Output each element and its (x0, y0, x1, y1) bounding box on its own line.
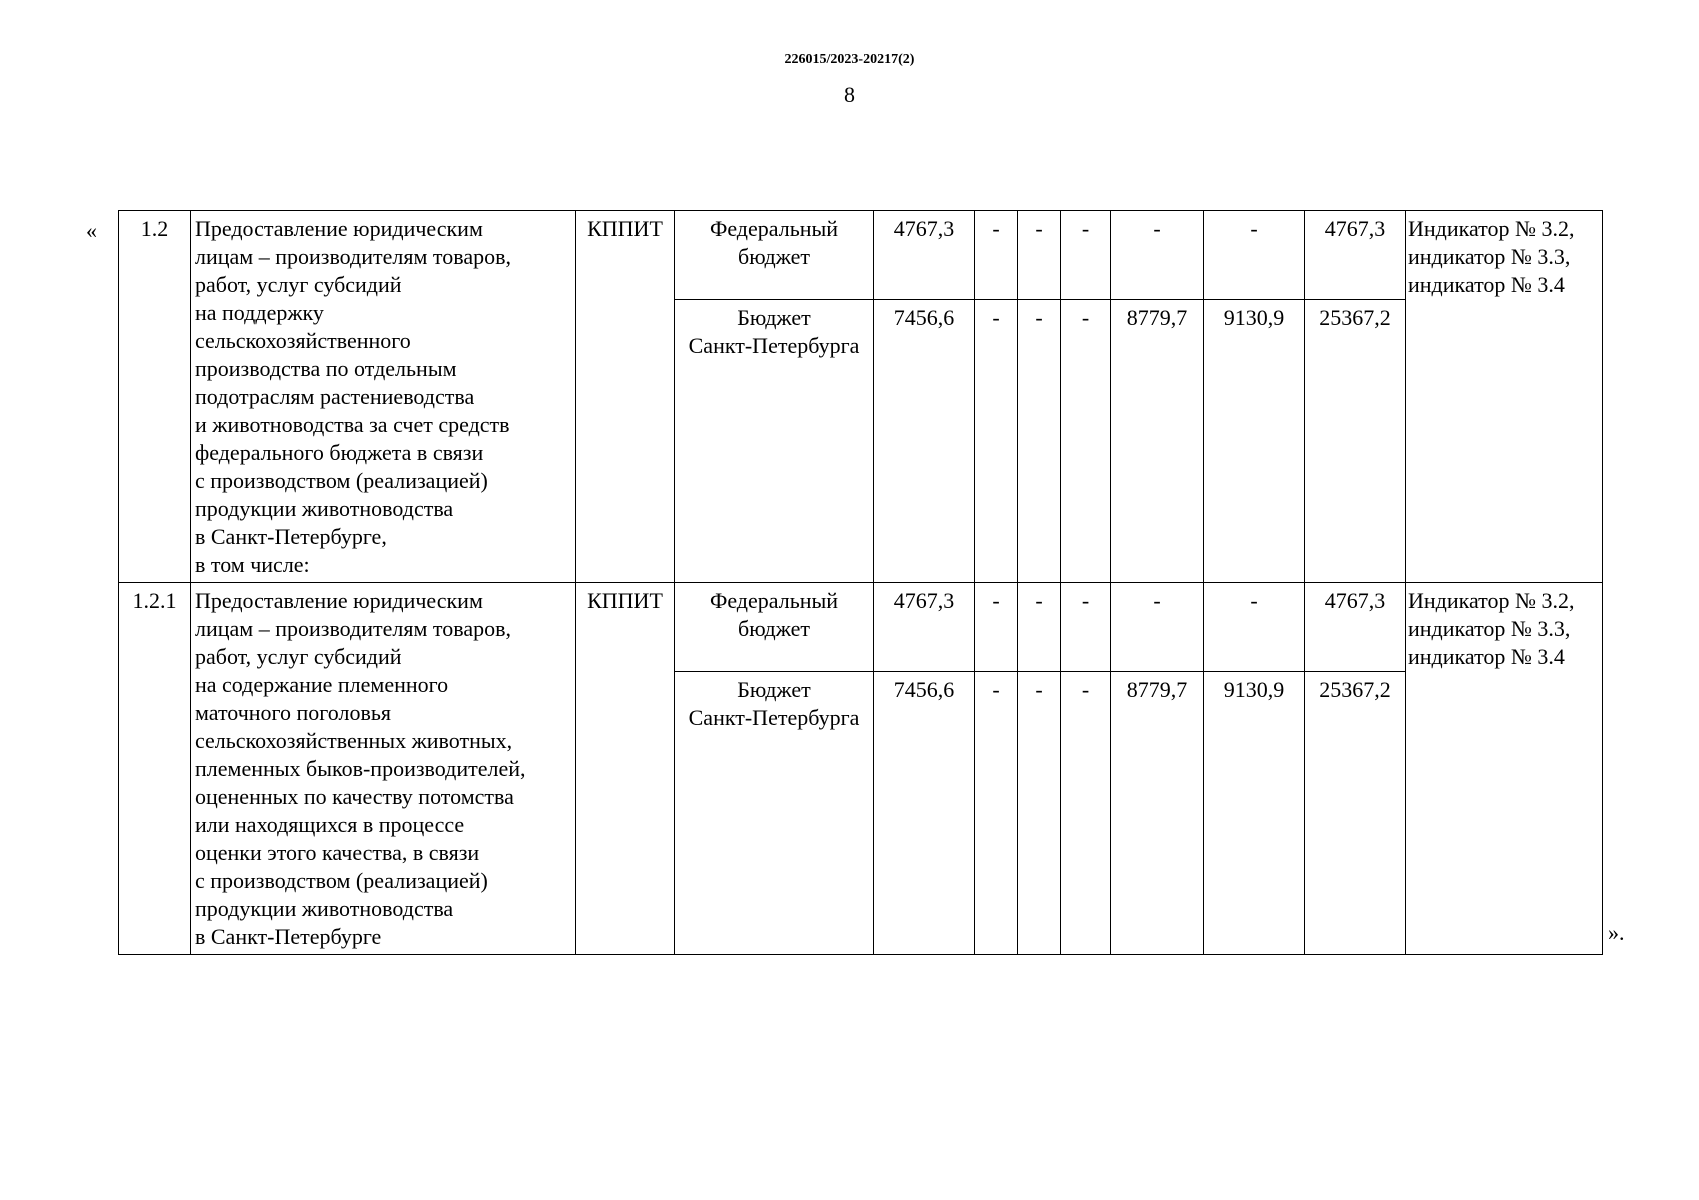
item-name-line: и животноводства за счет средств (195, 412, 510, 437)
value-cell-year-4: 8779,7 (1111, 672, 1204, 955)
indicator-line: Индикатор № 3.2, (1408, 588, 1575, 613)
indicator-cell (1406, 211, 1603, 583)
item-name-line: маточного поголовья (195, 700, 392, 725)
funding-source-cell (675, 672, 874, 955)
item-name-line: работ, услуг субсидий (195, 272, 402, 297)
value-cell-year-2: - (1018, 300, 1061, 583)
program-table (118, 210, 1603, 955)
document-number: 226015/2023-20217(2) (784, 52, 915, 67)
indicator-line: индикатор № 3.3, (1408, 244, 1571, 269)
opening-quote: « (86, 218, 97, 243)
item-number-cell: 1.2 (119, 211, 191, 583)
value-cell-year-5: - (1204, 583, 1305, 672)
item-name-line: производства по отдельным (195, 356, 457, 381)
item-name-line: на поддержку (195, 300, 324, 325)
value-cell-year-3: - (1061, 300, 1111, 583)
item-name-cell (191, 211, 576, 583)
value-cell-total: 4767,3 (874, 583, 975, 672)
value-cell-total: 4767,3 (874, 211, 975, 300)
value-cell-year-4: 8779,7 (1111, 300, 1204, 583)
indicator-cell (1406, 583, 1603, 955)
value-cell-year-2: - (1018, 211, 1061, 300)
item-name-line: лицам – производителям товаров, (195, 244, 511, 269)
value-cell-year-5: 9130,9 (1204, 300, 1305, 583)
indicator-line: индикатор № 3.4 (1408, 644, 1565, 669)
funding-source-cell (675, 211, 874, 300)
funding-source-line: Федеральный (709, 216, 839, 241)
item-name-line: подотраслям растениеводства (195, 384, 475, 409)
item-name-line: племенных быков-производителей, (195, 756, 526, 781)
value-cell-year-2: - (1018, 672, 1061, 955)
value-cell-year-1: - (975, 300, 1018, 583)
item-name-line: в Санкт-Петербурге, (195, 524, 387, 549)
item-name-line: оцененных по качеству потомства (195, 784, 514, 809)
value-cell-year-1: - (975, 672, 1018, 955)
item-name-line: с производством (реализацией) (195, 868, 488, 893)
item-name-line: работ, услуг субсидий (195, 644, 402, 669)
item-name-line: Предоставление юридическим (195, 588, 483, 613)
value-cell-year-1: - (975, 583, 1018, 672)
page-number: 8 (844, 82, 855, 107)
table-body (119, 211, 1603, 955)
value-cell-year-4: - (1111, 583, 1204, 672)
funding-source-line: Федеральный (709, 588, 839, 613)
value-cell-year-6: 4767,3 (1305, 211, 1406, 300)
item-name-line: или находящихся в процессе (195, 812, 465, 837)
value-cell-year-2: - (1018, 583, 1061, 672)
value-cell-year-3: - (1061, 211, 1111, 300)
closing-quote: ». (1608, 920, 1625, 945)
funding-source-line: Санкт-Петербурга (688, 333, 860, 358)
indicator-line: индикатор № 3.3, (1408, 616, 1571, 641)
value-cell-year-4: - (1111, 211, 1204, 300)
indicator-line: индикатор № 3.4 (1408, 272, 1565, 297)
table-row (119, 583, 1603, 672)
executor-cell: КППИТ (576, 211, 675, 583)
executor-cell: КППИТ (576, 583, 675, 955)
value-cell-year-5: 9130,9 (1204, 672, 1305, 955)
value-cell-year-1: - (975, 211, 1018, 300)
item-number-cell: 1.2.1 (119, 583, 191, 955)
value-cell-year-6: 25367,2 (1305, 300, 1406, 583)
item-name-line: Предоставление юридическим (195, 216, 483, 241)
item-name-line: в Санкт-Петербурге (195, 924, 382, 949)
item-name-line: с производством (реализацией) (195, 468, 488, 493)
value-cell-total: 7456,6 (874, 672, 975, 955)
funding-source-line: бюджет (738, 244, 810, 269)
value-cell-year-3: - (1061, 583, 1111, 672)
item-name-line: сельскохозяйственного (195, 328, 411, 353)
item-name-line: продукции животноводства (195, 496, 454, 521)
funding-source-cell (675, 300, 874, 583)
item-name-cell (191, 583, 576, 955)
item-name-line: лицам – производителям товаров, (195, 616, 511, 641)
funding-source-line: Бюджет (737, 305, 811, 330)
item-name-line: сельскохозяйственных животных, (195, 728, 513, 753)
funding-source-line: Санкт-Петербурга (688, 705, 860, 730)
item-name-line: оценки этого качества, в связи (195, 840, 480, 865)
item-name-line: продукции животноводства (195, 896, 454, 921)
value-cell-year-6: 4767,3 (1305, 583, 1406, 672)
value-cell-year-6: 25367,2 (1305, 672, 1406, 955)
indicator-line: Индикатор № 3.2, (1408, 216, 1575, 241)
funding-source-cell (675, 583, 874, 672)
funding-source-line: Бюджет (737, 677, 811, 702)
item-name-line: на содержание племенного (195, 672, 449, 697)
value-cell-total: 7456,6 (874, 300, 975, 583)
table-row (119, 211, 1603, 300)
value-cell-year-5: - (1204, 211, 1305, 300)
funding-source-line: бюджет (738, 616, 810, 641)
value-cell-year-3: - (1061, 672, 1111, 955)
item-name-line: в том числе: (195, 552, 310, 577)
item-name-line: федерального бюджета в связи (195, 440, 484, 465)
